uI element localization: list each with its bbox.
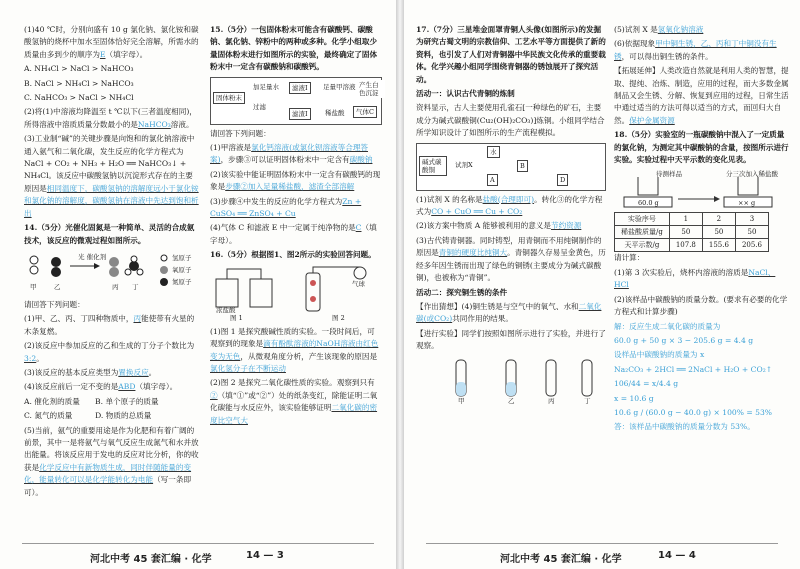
q17-p3-tail: 。青铜器久存易呈金黄色，历经多年因生锈而出现了绿色的铜锈(主要成分为碱式碳酸铜)，也被称为“青铜”。 bbox=[416, 248, 606, 283]
q17-box-water: 水 bbox=[487, 146, 500, 158]
q13-p2-answer: NaHCO₃ bbox=[137, 119, 171, 129]
q15-step-filter: 过滤 bbox=[253, 102, 266, 111]
q18-title: 18.（5分）实验室的一瓶碳酸钠中混入了一定质量的氯化钠，为测定其中碳酸钠的含量，按图所示进行实验。实验过程中天平示数的变化见表。 bbox=[614, 130, 789, 165]
left-page bbox=[0, 0, 396, 569]
table-header-cell: 1 bbox=[669, 213, 702, 226]
table-header-cell: 2 bbox=[702, 213, 735, 226]
q17-box-b: B bbox=[517, 160, 528, 172]
q15-box-powder: 固体粉末 bbox=[213, 92, 245, 104]
left-footer-page-number: 14 — 3 bbox=[246, 550, 284, 561]
q17-tube-ding: 丁 bbox=[584, 396, 591, 405]
q17-part5 bbox=[614, 24, 790, 36]
q14-p2-text: (2)该反应中参加反应的乙和生成的丁分子个数比为 bbox=[24, 341, 195, 351]
left-column-2 bbox=[210, 24, 382, 429]
q17-p3-text: (3)古代铸青铜器。同时铸型，用青铜而不用纯铜制作的原因是 bbox=[416, 235, 602, 258]
q15-box-residue: 滤渣Ⅰ bbox=[289, 108, 311, 120]
q14-catalyst-label: 光 催化剂 bbox=[78, 252, 107, 261]
q15-box-gas-c: 气体C bbox=[353, 106, 377, 118]
q17-activity1: 活动一：认识古代青铜的炼制 bbox=[416, 89, 515, 99]
q15-p1-answer: 氯化钙溶液(或氯化钡溶液等合理答案) bbox=[210, 143, 369, 165]
q18-p1-text: (1)第 3 次实验后，烧杯内溶液的溶质是 bbox=[614, 267, 749, 277]
table-header-cell: 实验序号 bbox=[615, 213, 670, 226]
q15-p2-answer: 步骤②加入足量稀盐酸，滤渣全部溶解 bbox=[225, 182, 355, 192]
q14-p5-text: (5)当前，氨气的重要用途是作为化肥和有着广阔的前景，其中一是将氨气与氧气反应生成氮气和水并放出能量。将该反应用于发电的反应对比分析，你的收获是 bbox=[24, 425, 199, 472]
q18-solution-line: 设样品中碳酸钠的质量为 x bbox=[614, 350, 705, 360]
q16-fig1-caption: 图 1 bbox=[230, 313, 243, 322]
q17-activity2: 活动二：探究铜生锈的条件 bbox=[416, 287, 508, 297]
table-row bbox=[615, 213, 769, 226]
q13-part1 bbox=[24, 24, 199, 61]
q18-balance-diagram bbox=[614, 169, 790, 209]
q15-p4-answer: C bbox=[355, 223, 362, 233]
q17-p1-answer: 盐酸(合理即可) bbox=[482, 194, 535, 204]
table-header-cell: 3 bbox=[735, 213, 768, 226]
q15-p4-tail: （填字母）。 bbox=[210, 223, 377, 245]
q18-solution-line: Na₂CO₃ + 2HCl ══ 2NaCl + H₂O + CO₂↑ bbox=[614, 364, 773, 374]
q14-p5-tail: （写一条即可）。 bbox=[24, 475, 192, 497]
q18-solution-line: 10.6 g / (60.0 g − 40.0 g) × 100% = 53% bbox=[614, 407, 773, 417]
q13-part3 bbox=[24, 133, 199, 220]
q14-p3-answer: 置换反应 bbox=[118, 367, 149, 377]
q15-white-precipitate: 产生白色沉淀 bbox=[357, 80, 385, 98]
q15-p1-text: (1)甲溶液是 bbox=[210, 143, 252, 153]
q15-title: 15.（5分）一包固体粉末可能含有碳酸钙、碳酸钠、氯化钠、锌粉中的两种或多种。化学小组取少量固体粉末进行如图所示的实验，最终确定了固体粉末中一定含有碳酸钠和碳酸钙。 bbox=[210, 25, 378, 72]
book-spine bbox=[396, 0, 404, 569]
q14-legend-n: 氮原子 bbox=[172, 277, 192, 286]
left-footer-title: 河北中考 45 套汇编 · 化学 bbox=[90, 554, 212, 565]
q17-part6 bbox=[614, 38, 790, 63]
q15-part1 bbox=[210, 142, 382, 167]
q17-extension bbox=[614, 65, 790, 127]
q14-p4-text: (4)该反应前后一定不变的是 bbox=[24, 382, 119, 392]
q14-label-yi: 乙 bbox=[54, 282, 61, 291]
q18-solution-line: 60.0 g + 50 g × 3 − 205.6 g = 4.4 g bbox=[614, 335, 754, 345]
q18-part1 bbox=[614, 267, 790, 292]
q14-p4-tail: （填字母）。 bbox=[135, 382, 178, 392]
q17-box-a: A bbox=[487, 174, 498, 186]
q14-p5-answer: 化学反应中有新物质生成，同时伴随能量的变化，能量转化可以是化学能转化为电能 bbox=[24, 462, 192, 485]
table-cell: 50 bbox=[702, 226, 735, 239]
q16-title: 16.（5分）根据图1、图2所示的实验回答问题。 bbox=[210, 250, 376, 260]
q14-option-ab: A. 催化剂的质量 B. 单个原子的质量 bbox=[24, 396, 159, 406]
q13-p3-answer: 相同温度下，碳酸氢钠的溶解度远小于氯化铵和氯化钠的溶解度，碳酸氢钠在溶液中先达到饱和析出 bbox=[24, 183, 199, 218]
q14-p4-answer: ABD bbox=[118, 382, 136, 392]
q17-p5-answer: 氢氧化钠溶液 bbox=[657, 25, 704, 34]
table-cell: 天平示数/g bbox=[615, 239, 670, 252]
q17-flow-diagram bbox=[416, 143, 606, 191]
q15-box-filtrate1: 滤液Ⅰ bbox=[289, 82, 311, 94]
q14-p1-answer: 丙 bbox=[133, 314, 142, 324]
q16-p2-answer: ② bbox=[210, 390, 218, 400]
q14-label-bing: 丙 bbox=[112, 282, 119, 291]
q17-hyp-tail: 共同作用的结果。 bbox=[452, 314, 513, 324]
q13-p1-text: (1)40 ℃时，分别向盛有 10 g 氯化钠、氯化铵和碳酸氢钠的烧杯中加水至固体恰好完全溶解，所需水的质量由多到少的顺序为 bbox=[24, 25, 199, 59]
q17-box-malachite: 碱式碳酸铜 bbox=[419, 156, 447, 176]
q17-hyp-text: 【作出猜想】(4)铜生锈是与空气中的氧气、水和 bbox=[416, 301, 579, 311]
table-row bbox=[615, 226, 769, 239]
q17-tube-diagram bbox=[416, 356, 606, 406]
right-footer-rule bbox=[426, 543, 778, 544]
q17-ext-text: 【拓展延伸】人类改造自然就是利用人类的智慧，提取、提纯、冶炼、制造，应用的过程，而大多数金属制品又会生锈、分解、恢复到应用的过程，日常生活中通过适当的方法可得以适当的方式，而回归大自然。 bbox=[614, 66, 789, 125]
q17-box-d: D bbox=[557, 174, 568, 186]
q14-title: 14.（5分）光催化固氮是一种简单、灵活的合成氨技术，该反应的微观过程如图所示。 bbox=[24, 223, 195, 245]
right-footer bbox=[404, 543, 800, 569]
q17-title: 17.（7分）三星堆金面罩青铜人头像(如图所示)的发掘为研究古蜀文明的宗教信仰、工艺水平等方面提供了新的资料，也引发了人们对青铜器中华民族文化传承的重要载体。化学兴趣小组同学围绕青铜器的锈蚀展开了探究活动。 bbox=[416, 25, 606, 84]
q15-p1-tail: ，步骤③可以证明固体粉末中一定含有 bbox=[220, 155, 350, 165]
q14-part2 bbox=[24, 340, 199, 365]
q17-tube-yi: 乙 bbox=[508, 396, 515, 405]
q14-label-jia: 甲 bbox=[30, 282, 37, 291]
q15-flow-diagram bbox=[210, 77, 382, 125]
right-column-2 bbox=[614, 24, 790, 436]
table-cell: 稀盐酸质量/g bbox=[615, 226, 670, 239]
q17-part2 bbox=[416, 220, 606, 232]
q17-p6-text: (6)依据现象 bbox=[614, 39, 656, 49]
q18-label-sample: 待测样品 bbox=[656, 170, 682, 179]
q16-p1-tail: ，从微观角度分析，产生该现象的原因是 bbox=[240, 351, 378, 361]
q17-p1-text: (1)试剂 X 的名称是 bbox=[416, 194, 483, 204]
q14-ask: 请回答下列问题： bbox=[24, 299, 85, 309]
table-cell: 155.6 bbox=[702, 239, 735, 252]
table-cell: 50 bbox=[735, 226, 768, 239]
q18-solution-line: 106/44 = x/4.4 g bbox=[614, 379, 679, 389]
q14-legend-h: 氢原子 bbox=[172, 253, 192, 262]
q13-part2 bbox=[24, 106, 199, 131]
q14-p3-tail: 。 bbox=[148, 367, 157, 377]
q17-p1-answer2: CO + CuO ══ Cu + CO₂ bbox=[431, 207, 523, 217]
q16-p2-text: (2)图 2 是探究二氧化碳性质的实验。观察到只有 bbox=[210, 378, 375, 388]
q18-solution-line: 解：反应生成二氧化碳的质量为 bbox=[614, 321, 721, 331]
q17-tube-bing: 丙 bbox=[548, 396, 555, 405]
q14-part3 bbox=[24, 367, 199, 379]
table-row bbox=[615, 239, 769, 252]
q15-part3 bbox=[210, 196, 382, 221]
q16-fig2-caption: 图 2 bbox=[332, 313, 345, 322]
q17-p1-tail: 。转化③的化学方程式为 bbox=[416, 194, 603, 217]
q16-apparatus-diagram bbox=[210, 265, 382, 323]
q17-part1 bbox=[416, 194, 606, 219]
q18-p1-answer: NaCl、HCl bbox=[614, 267, 776, 290]
q14-p1-text: (1)甲、乙、丙、丁四种物质中， bbox=[24, 314, 134, 324]
q13-p1-tail: （填字母）。 bbox=[105, 49, 148, 59]
q16-p1-answer2: 氯化氢分子在不断运动 bbox=[210, 363, 286, 373]
q14-part4 bbox=[24, 381, 199, 393]
q17-p2-text: (2)该方案中物质 A 能够被利用的意义是 bbox=[416, 221, 551, 231]
q13-option-c: C. NaHCO₃ > NaCl > NH₄Cl bbox=[24, 93, 134, 103]
q17-hypothesis bbox=[416, 301, 606, 326]
q17-p5-text: (5)试剂 X 是 bbox=[614, 25, 658, 34]
q16-label-balloon: 气球 bbox=[352, 279, 365, 288]
q17-part3 bbox=[416, 235, 606, 285]
q14-part1 bbox=[24, 313, 199, 338]
q13-p2-tail: 溶液。 bbox=[170, 119, 194, 129]
q14-legend-o: 氧原子 bbox=[172, 265, 192, 274]
q16-part2 bbox=[210, 377, 382, 427]
q16-p1-answer: 滴有酚酞溶液的NaOH溶液由红色变为无色 bbox=[210, 339, 379, 361]
q13-option-b: B. NaCl > NH₄Cl > NaHCO₃ bbox=[24, 78, 134, 88]
q17-hyp-answer: 二氧化碳(或CO₂) bbox=[416, 301, 602, 324]
q15-p3-text: (3)步骤④中发生的反应的化学方程式为 bbox=[210, 196, 343, 206]
q15-p3-answer: Zn + CuSO₄ ══ ZnSO₄ + Cu bbox=[210, 196, 362, 219]
q14-option-cd: C. 氮气的质量 D. 物质的总质量 bbox=[24, 411, 152, 421]
q18-balance-reading-1: 60.0 g bbox=[638, 199, 659, 208]
q18-solution-line: 答：该样品中碳酸钠的质量分数为 53%。 bbox=[614, 422, 755, 432]
q15-step-water: 加足量水 bbox=[253, 82, 279, 91]
q14-p2-tail: 。 bbox=[36, 353, 44, 363]
q14-part5 bbox=[24, 425, 199, 499]
q16-p2-answer2: 二氧化碳的密度比空气大 bbox=[210, 403, 378, 425]
right-column-1 bbox=[416, 24, 606, 409]
q16-p1-text: (1)图 1 是探究酸碱性质的实验。一段时间后，可观察到的现象是 bbox=[210, 326, 375, 349]
q17-intro: 资料显示，古人主要使用孔雀石[一种绿色的矿石，主要成分为碱式碳酸铜(Cu₂(OH)₂CO₃)]炼铜。小组同学结合所学知识设计了如图所示的生产流程模拟。 bbox=[416, 103, 605, 138]
q13-p3-text: (3)工业制“碱”的关键步骤是向饱和的氯化钠溶液中通入氨气和二氧化碳，发生反应的化学方程式为 NaCl + CO₂ + NH₃ + H₂O ══ NaHCO₃↓ + NH₄Cl。该反应中碳酸氢钠以沉淀形式存在的主要原因是 bbox=[24, 134, 195, 193]
q13-option-a: A. NH₄Cl > NaCl > NaHCO₃ bbox=[24, 64, 134, 74]
right-footer-title: 河北中考 45 套汇编 · 化学 bbox=[500, 554, 622, 565]
left-footer bbox=[0, 543, 396, 569]
q13-p2-text: (2)将(1)中溶液均降温至 t ℃以下(三者温度相同)，所得溶液中溶质质量分数最小的是 bbox=[24, 107, 197, 129]
q18-balance-reading-2: ×× g bbox=[738, 199, 756, 208]
q16-part1 bbox=[210, 326, 382, 376]
q18-solution bbox=[614, 321, 790, 434]
q15-p4-text: (4)气体 C 和滤液 E 中一定属于纯净物的是 bbox=[210, 223, 356, 233]
table-cell: 50 bbox=[669, 226, 702, 239]
q18-solution-line: x = 10.6 g bbox=[614, 393, 654, 403]
q18-part2: (2)该样品中碳酸钠的质量分数。(要求有必要的化学方程式和计算步骤) bbox=[614, 294, 788, 317]
q17-p3-answer: 青铜的硬度比纯铜大 bbox=[438, 248, 508, 258]
q15-ask: 请回答下列问题： bbox=[210, 128, 271, 138]
q17-experiment: 【进行实验】同学们按照如图所示进行了实验，并进行了观察。 bbox=[416, 328, 606, 351]
q17-ext-answer: 保护金属资源 bbox=[629, 115, 675, 125]
q16-p2-mid: （填“①”或“②”）处的纸条变红，除能证明二氧化碳能与水反应外，该实验能够证明 bbox=[210, 390, 378, 413]
q15-step-hcl: 稀盐酸 bbox=[325, 108, 345, 117]
q17-tube-jia: 甲 bbox=[458, 396, 465, 405]
q14-label-ding: 丁 bbox=[132, 282, 139, 291]
q15-part4 bbox=[210, 222, 382, 247]
q13-p1-answer: E bbox=[99, 49, 106, 59]
left-column-1 bbox=[24, 24, 199, 501]
q18-data-table bbox=[614, 212, 769, 252]
q17-p6-tail: ，可以得出铜生锈的条件。 bbox=[621, 51, 713, 61]
q14-p1-tail: 能使带有火星的木条复燃。 bbox=[24, 314, 195, 336]
q17-step-reagent-x: 试剂X bbox=[455, 160, 473, 169]
table-cell: 107.8 bbox=[669, 239, 702, 252]
q14-p3-text: (3)该反应的基本反应类型为 bbox=[24, 367, 119, 377]
q18-ask: 请计算： bbox=[614, 253, 645, 263]
q18-label-acid: 分三次加入稀盐酸 bbox=[726, 170, 778, 179]
q16-label-hcl: 浓盐酸 bbox=[216, 305, 236, 314]
right-footer-page-number: 14 — 4 bbox=[658, 550, 696, 561]
table-cell: 205.6 bbox=[735, 239, 768, 252]
q17-p6-answer: 甲中铜生锈，乙、丙和丁中铜没有生锈 bbox=[614, 39, 777, 61]
q15-part2 bbox=[210, 169, 382, 194]
q17-p2-answer: 节约资源 bbox=[550, 221, 582, 231]
q14-p2-answer: 3:2 bbox=[24, 353, 37, 363]
q15-step-reagent: 足量甲溶液 bbox=[323, 82, 356, 91]
q14-molecule-diagram bbox=[24, 250, 199, 296]
q15-p1-answer2: 碳酸钠 bbox=[349, 155, 373, 165]
left-footer-rule bbox=[22, 543, 374, 544]
right-page bbox=[404, 0, 800, 569]
q15-p2-text: (2)该实验中能证明固体粉末中一定含有碳酸钙的现象是 bbox=[210, 169, 381, 192]
